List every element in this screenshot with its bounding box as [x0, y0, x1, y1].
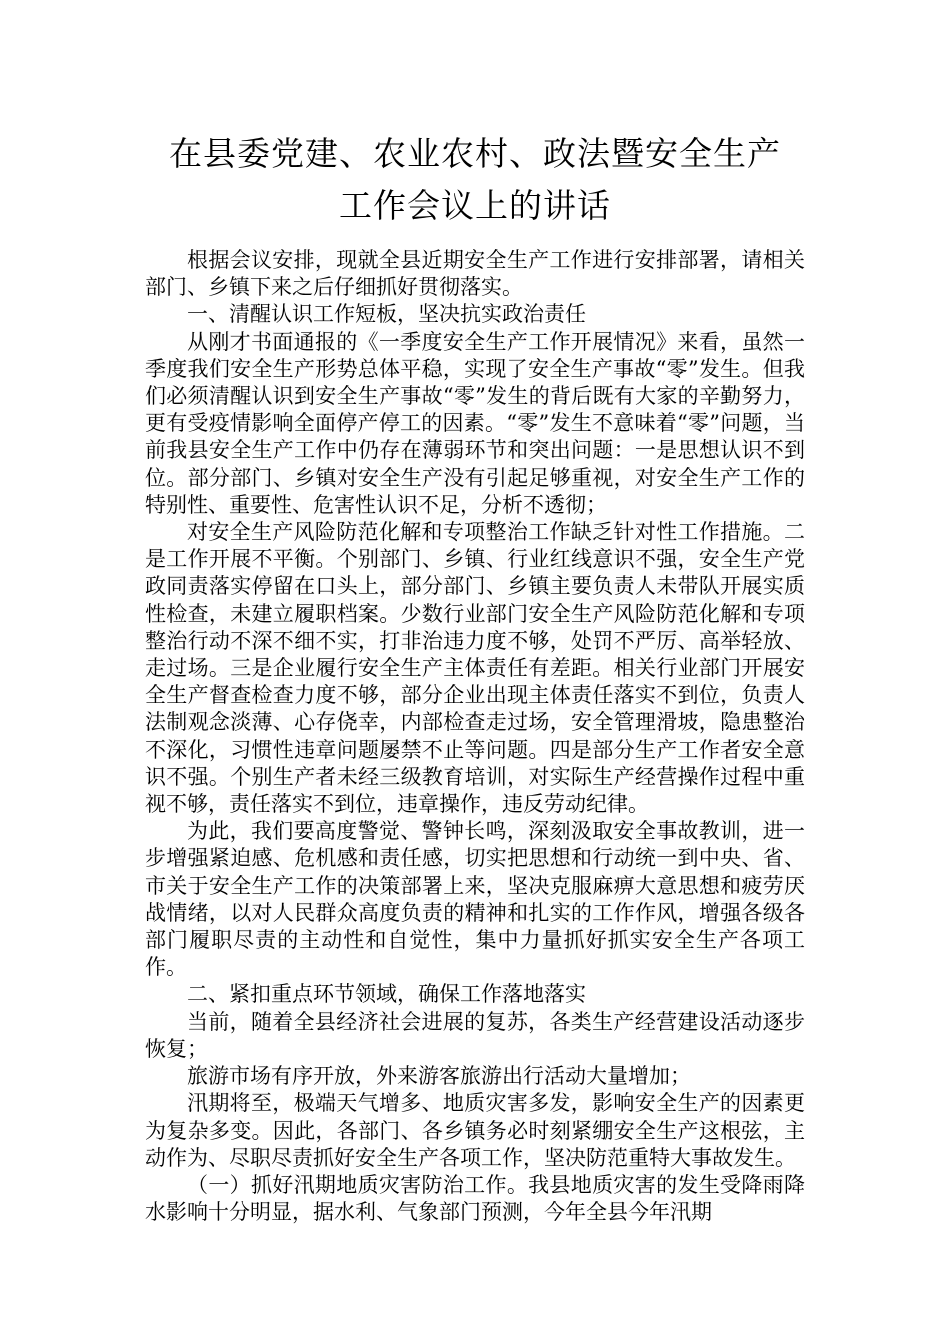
section-heading-2: 二、紧扣重点环节领域，确保工作落地落实	[187, 982, 586, 1007]
section-heading-1: 一、清醒认识工作短板，坚决抗实政治责任	[187, 302, 586, 327]
paragraph: 汛期将至，极端天气增多、地质灾害多发，影响安全生产的因素更为复杂多变。因此，各部门、各乡镇务必时刻紧绷安全生产这根弦，主动作为、尽职尽责抓好安全生产各项工作，坚决防范重特大事故发生。	[145, 1091, 805, 1170]
paragraph: 从刚才书面通报的《一季度安全生产工作开展情况》来看，虽然一季度我们安全生产形势总体平稳，实现了安全生产事故“零”发生。但我们必须清醒认识到安全生产事故“零”发生的背后既有大家的辛勤努力，更有受疫情影响全面停产停工的因素。“零”发生不意味着“零”问题，当前我县安全生产工作中仍存在薄弱环节和突出问题：一是思想认识不到位。部分部门、乡镇对安全生产没有引起足够重视，对安全生产工作的特别性、重要性、危害性认识不足，分析不透彻；	[145, 329, 805, 517]
paragraph: 当前，随着全县经济社会进展的复苏，各类生产经营建设活动逐步恢复；	[145, 1009, 805, 1061]
title-line-2: 工作会议上的讲话	[339, 186, 611, 225]
title-line-1: 在县委党建、农业农村、政法暨安全生产	[169, 134, 781, 173]
document-title	[100, 128, 850, 232]
paragraph: 旅游市场有序开放，外来游客旅游出行活动大量增加；	[187, 1064, 691, 1089]
paragraph: （一）抓好汛期地质灾害防治工作。我县地质灾害的发生受降雨降水影响十分明显，据水利、气象部门预测，今年全县今年汛期	[145, 1172, 805, 1225]
paragraph: 对安全生产风险防范化解和专项整治工作缺乏针对性工作措施。二是工作开展不平衡。个别部门、乡镇、行业红线意识不强，安全生产党政同责落实停留在口头上，部分部门、乡镇主要负责人未带队开展实质性检查，未建立履职档案。少数行业部门安全生产风险防范化解和专项整治行动不深不细不实，打非治违力度不够，处罚不严厉、高举轻放、走过场。三是企业履行安全生产主体责任有差距。相关行业部门开展安全生产督查检查力度不够，部分企业出现主体责任落实不到位，负责人法制观念淡薄、心存侥幸，内部检查走过场，安全管理滑坡，隐患整治不深化，习惯性违章问题屡禁不止等问题。四是部分生产工作者安全意识不强。个别生产者未经三级教育培训，对实际生产经营操作过程中重视不够，责任落实不到位，违章操作，违反劳动纪律。	[145, 520, 805, 817]
paragraph-intro: 根据会议安排，现就全县近期安全生产工作进行安排部署，请相关部门、乡镇下来之后仔细抓好贯彻落实。	[145, 248, 805, 300]
document-body	[145, 247, 805, 1226]
paragraph: 为此，我们要高度警觉、警钟长鸣，深刻汲取安全事故教训，进一步增强紧迫感、危机感和责任感，切实把思想和行动统一到中央、省、市关于安全生产工作的决策部署上来，坚决克服麻痹大意思想和疲劳厌战情绪，以对人民群众高度负责的精神和扎实的工作作风，增强各级各部门履职尽责的主动性和自觉性，集中力量抓好抓实安全生产各项工作。	[145, 819, 805, 980]
